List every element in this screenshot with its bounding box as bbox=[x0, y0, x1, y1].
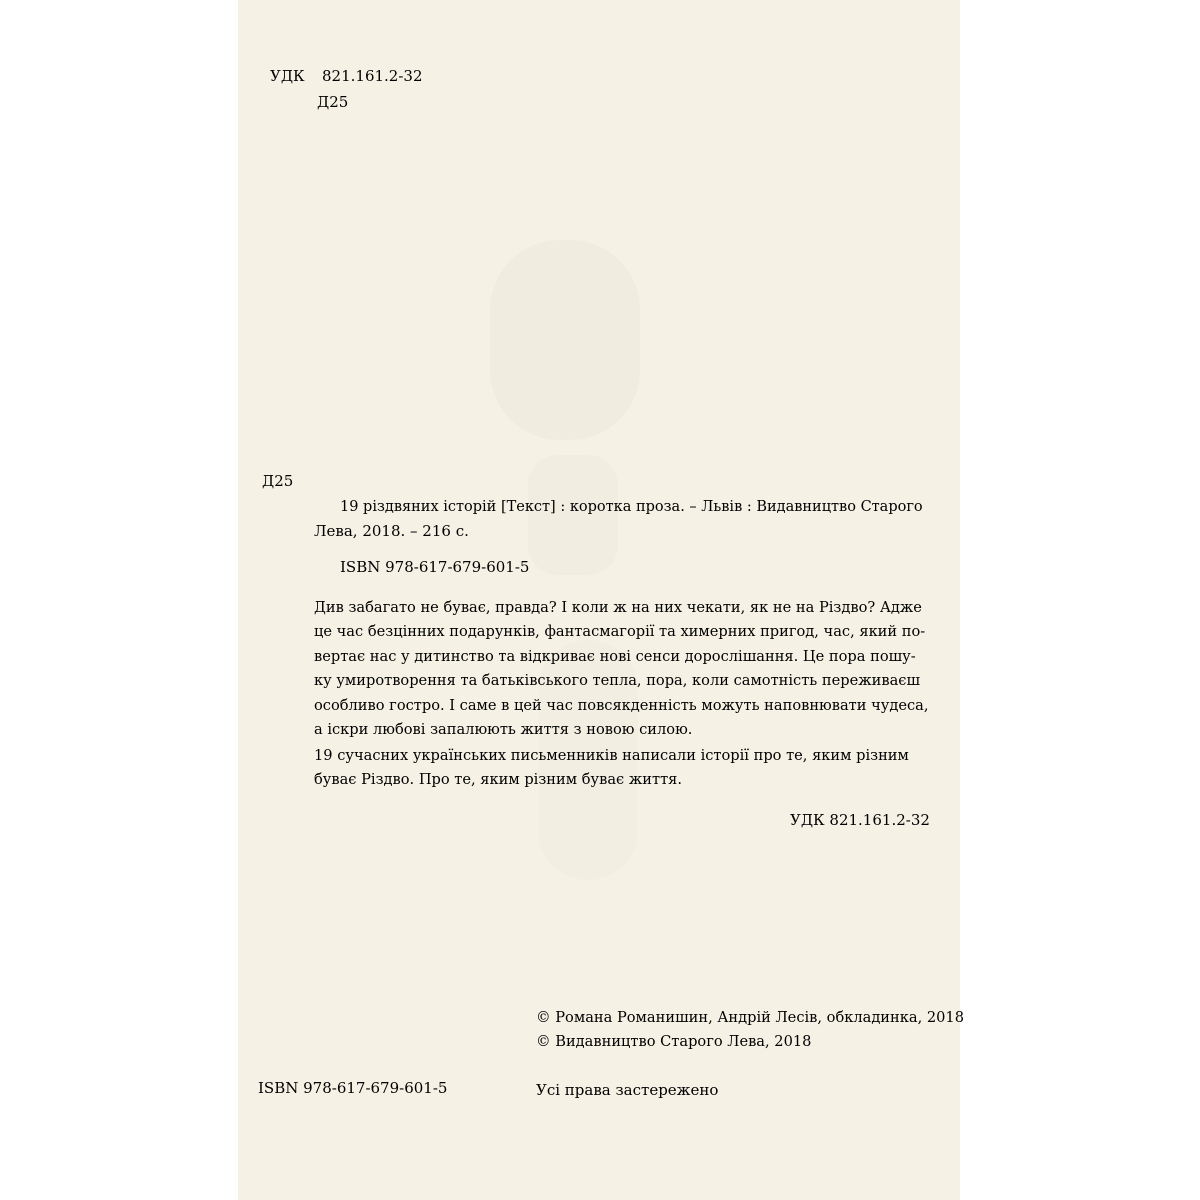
annotation-line: 19 сучасних українських письменників написали історії про те, яким різним bbox=[314, 747, 909, 764]
copyright-line-2: © Видавництво Старого Лева, 2018 bbox=[536, 1033, 812, 1050]
isbn-bottom: ISBN 978-617-679-601-5 bbox=[258, 1079, 448, 1097]
annotation-line: вертає нас у дитинство та відкриває нові сенси дорослішання. Це пора пошу- bbox=[314, 648, 916, 665]
udk-code: 821.161.2-32 bbox=[322, 67, 423, 85]
udk-footer: УДК 821.161.2-32 bbox=[790, 811, 930, 829]
annotation-line: буває Різдво. Про те, яким різним буває життя. bbox=[314, 771, 683, 788]
annotation-line: особливо гостро. І саме в цей час повсякденність можуть наповнювати чудеса, bbox=[314, 697, 929, 714]
author-mark: Д25 bbox=[317, 93, 349, 111]
catalog-line-2: Лева, 2018. – 216 с. bbox=[314, 522, 469, 540]
annotation-line: це час безцінних подарунків, фантасмагорії та химерних пригод, час, який по- bbox=[314, 623, 926, 640]
catalog-line-1: 19 різдвяних історій [Текст] : коротка проза. – Львів : Видавництво Старого bbox=[340, 499, 923, 515]
annotation-line: Див забагато не буває, правда? І коли ж на них чекати, як не на Різдво? Адже bbox=[314, 599, 922, 616]
rights-reserved: Усі права застережено bbox=[536, 1081, 719, 1099]
annotation-line: а іскри любові запалюють життя з новою силою. bbox=[314, 721, 693, 738]
udk-label: УДК bbox=[270, 67, 305, 85]
catalog-isbn: ISBN 978-617-679-601-5 bbox=[340, 558, 530, 576]
annotation-line: ку умиротворення та батьківського тепла, пора, коли самотність переживаєш bbox=[314, 672, 921, 689]
catalog-mark: Д25 bbox=[262, 472, 294, 490]
copyright-line-1: © Романа Романишин, Андрій Лесів, обкладинка, 2018 bbox=[536, 1009, 965, 1026]
